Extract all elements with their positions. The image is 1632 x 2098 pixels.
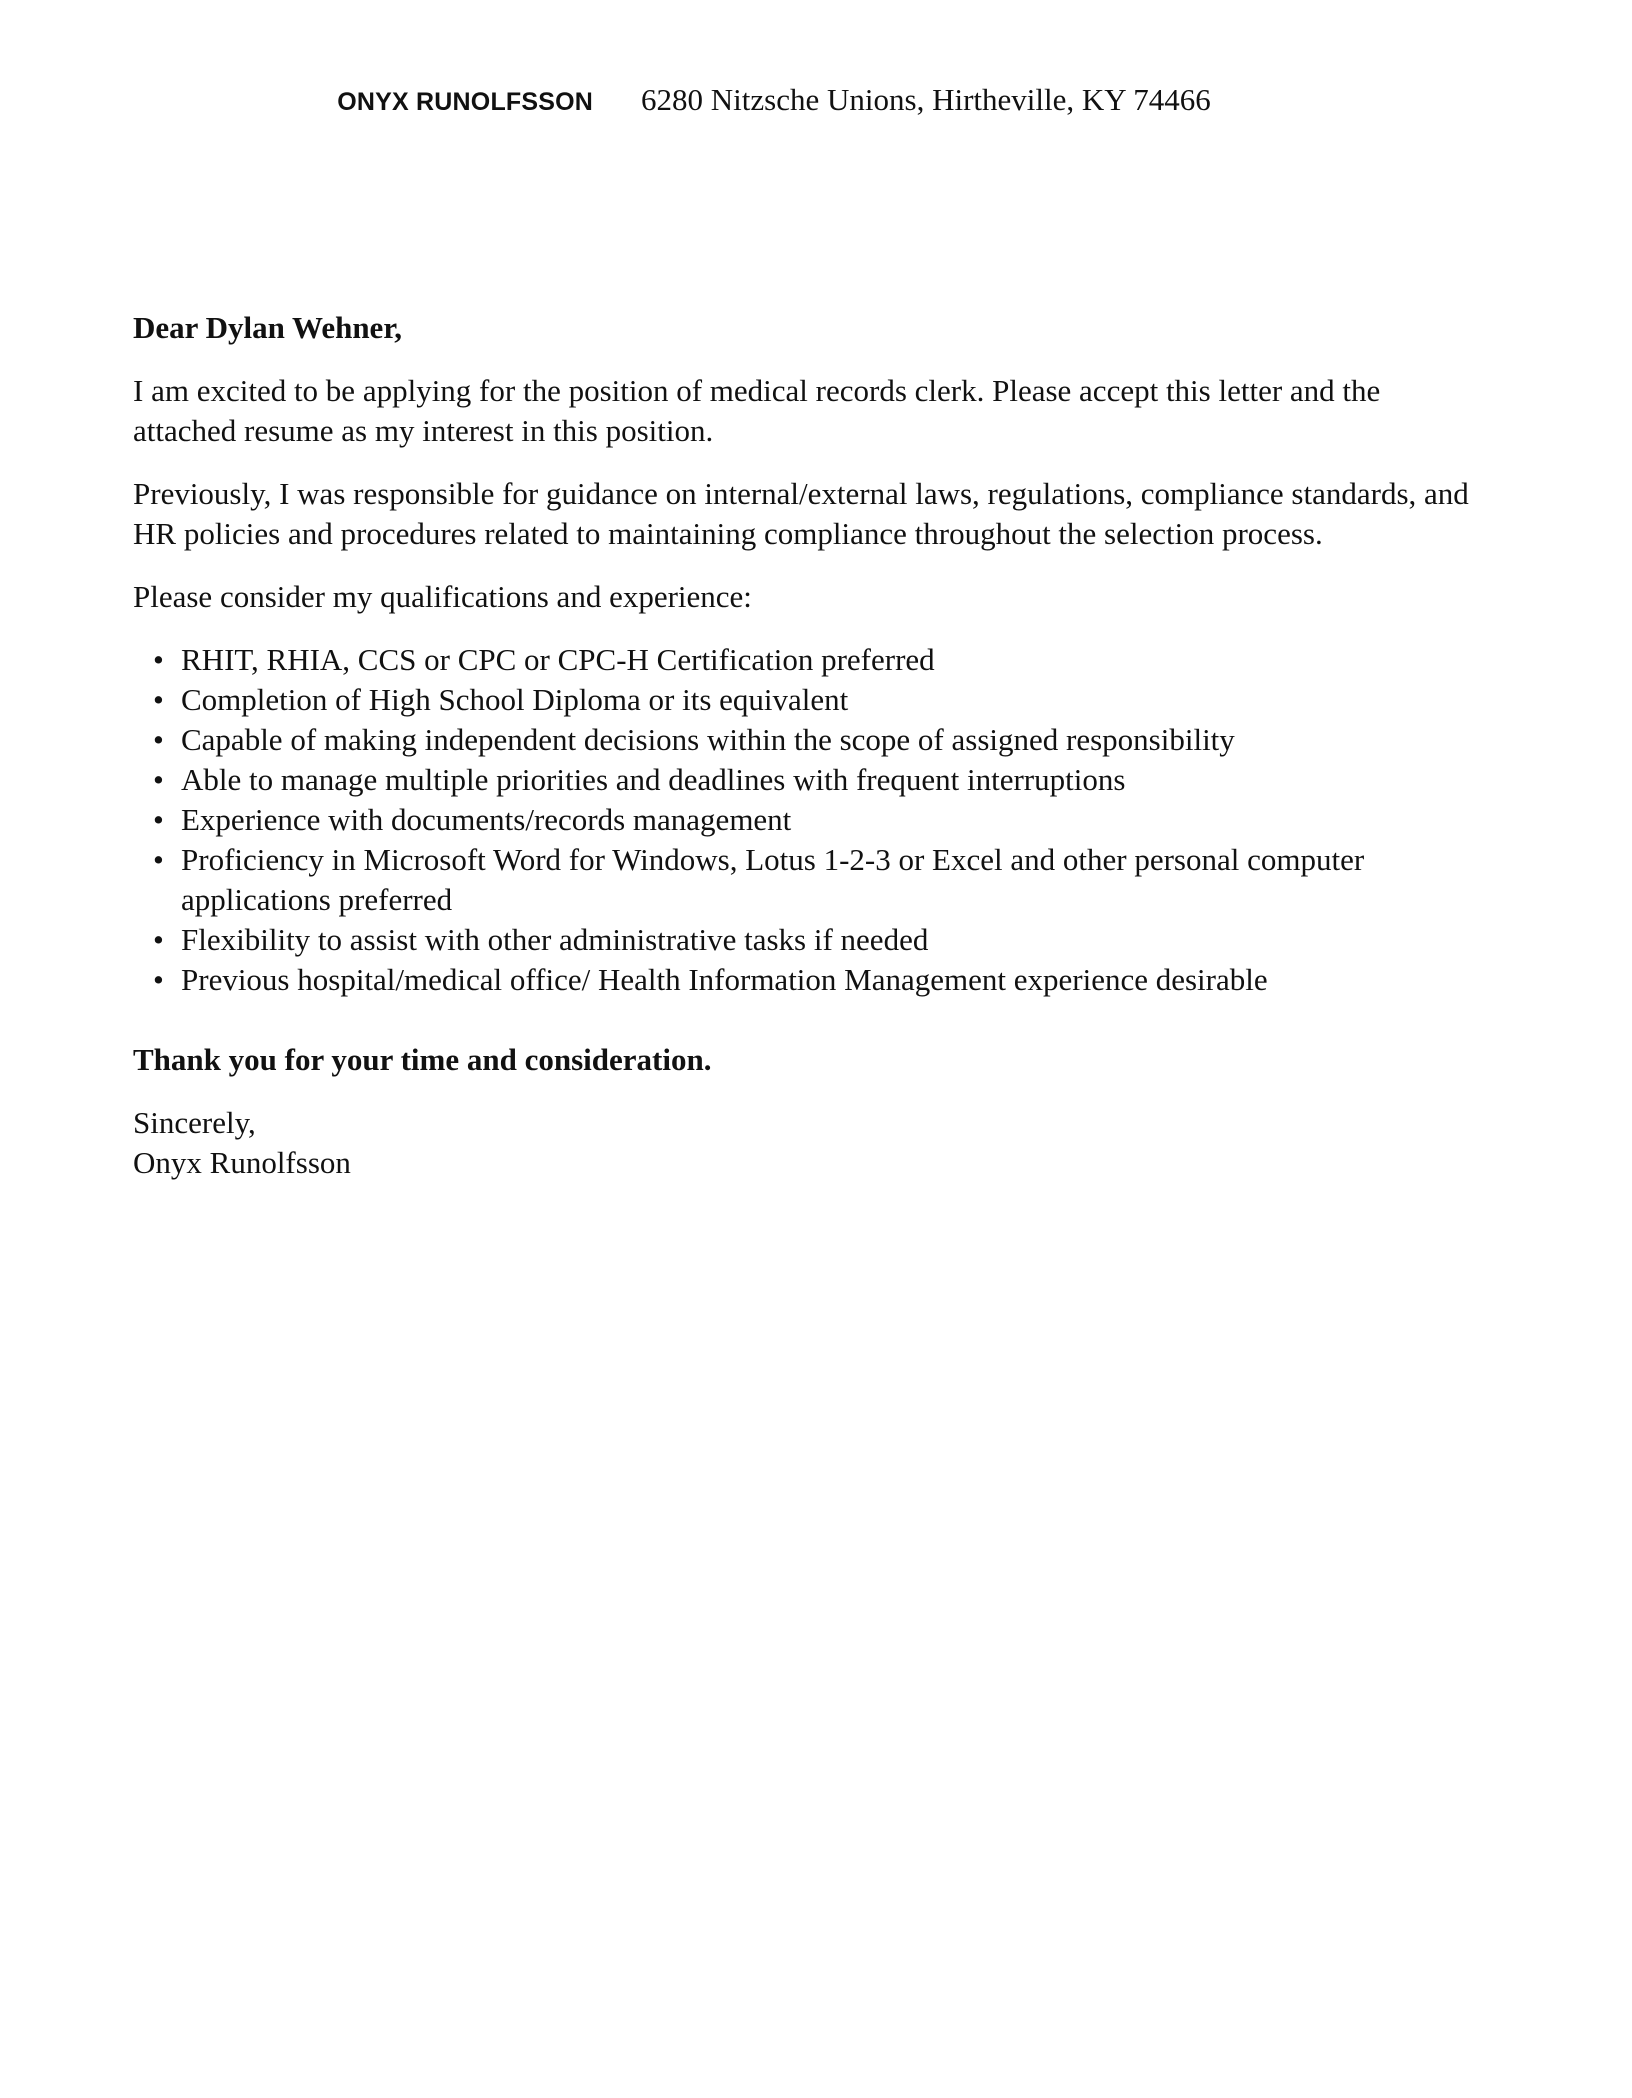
bullet-icon: • (153, 802, 164, 837)
qualifications-list (133, 640, 1483, 1000)
sender-address: 6280 Nitzsche Unions, Hirtheville, KY 74466 (641, 82, 1211, 117)
list-item (133, 720, 1483, 760)
intro-paragraph: I am excited to be applying for the position of medical records clerk. Please accept this letter and the attached resume as my interest in this position. (133, 373, 1381, 448)
bullet-icon: • (153, 922, 164, 957)
salutation: Dear Dylan Wehner, (133, 310, 402, 345)
list-item-text: Capable of making independent decisions within the scope of assigned responsibility (181, 722, 1235, 757)
list-item (133, 840, 1483, 920)
signature-name: Onyx Runolfsson (133, 1145, 351, 1180)
letterhead (0, 82, 1632, 124)
qualifications-intro: Please consider my qualifications and experience: (133, 579, 752, 614)
list-item (133, 800, 1483, 840)
list-item-text: Flexibility to assist with other administrative tasks if needed (181, 922, 929, 957)
letter-body (133, 308, 1483, 1183)
list-item-text: Proficiency in Microsoft Word for Windows, Lotus 1-2-3 or Excel and other personal computer applications preferred (181, 842, 1365, 917)
list-item-text: RHIT, RHIA, CCS or CPC or CPC-H Certification preferred (181, 642, 935, 677)
experience-paragraph: Previously, I was responsible for guidance on internal/external laws, regulations, compliance standards, and HR policies and procedures related to maintaining compliance throughout the selection process. (133, 476, 1469, 551)
list-item-text: Able to manage multiple priorities and deadlines with frequent interruptions (181, 762, 1126, 797)
list-item (133, 680, 1483, 720)
list-item-text: Experience with documents/records management (181, 802, 792, 837)
bullet-icon: • (153, 962, 164, 997)
bullet-icon: • (153, 682, 164, 717)
list-item (133, 960, 1483, 1000)
closing-block (133, 1103, 1483, 1183)
closing-phrase: Sincerely, (133, 1105, 256, 1140)
bullet-icon: • (153, 842, 164, 877)
sender-name: ONYX RUNOLFSSON (337, 88, 594, 116)
list-item (133, 920, 1483, 960)
list-item-text: Previous hospital/medical office/ Health Information Management experience desirable (181, 962, 1268, 997)
thanks-line: Thank you for your time and consideration. (133, 1042, 712, 1077)
list-item (133, 640, 1483, 680)
list-item-text: Completion of High School Diploma or its equivalent (181, 682, 849, 717)
list-item (133, 760, 1483, 800)
bullet-icon: • (153, 642, 164, 677)
bullet-icon: • (153, 722, 164, 757)
bullet-icon: • (153, 762, 164, 797)
